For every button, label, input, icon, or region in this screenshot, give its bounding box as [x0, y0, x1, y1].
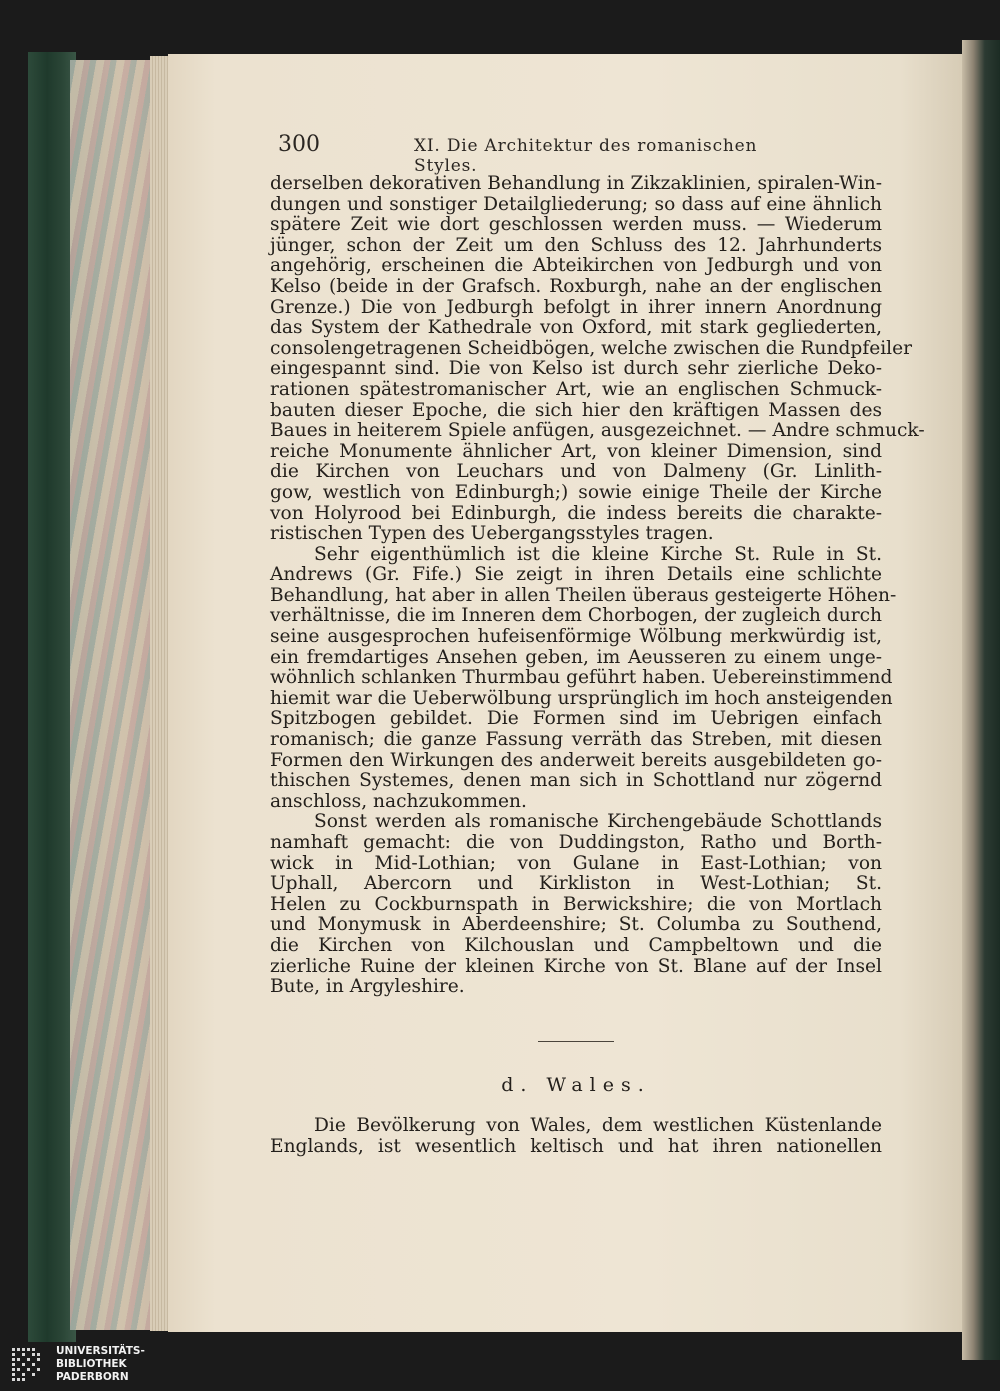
- text-line: romanisch; die ganze Fassung verräth das Streben, mit diesen: [270, 729, 882, 751]
- page-edges: [150, 56, 170, 1331]
- running-title: XI. Die Architektur des romanischen Styles.: [414, 136, 758, 176]
- text-line: Englands, ist wesentlich keltisch und hat ihren nationellen: [270, 1135, 882, 1157]
- text-line: von Holyrood bei Edinburgh, die indess bereits die charakte-: [270, 502, 882, 524]
- library-logo-line: UNIVERSITÄTS-: [56, 1345, 145, 1357]
- text-line: zierliche Ruine der kleinen Kirche von St. Blane auf der Insel: [270, 955, 882, 977]
- text-line: derselben dekorativen Behandlung in Zikzaklinien, spiralen-Win-: [270, 173, 882, 194]
- text-line: und Monymusk in Aberdeenshire; St. Columba zu Southend,: [270, 914, 882, 936]
- text-line: spätere Zeit wie dort geschlossen werden muss. — Wiederum: [270, 214, 882, 236]
- text-line: angehörig, erscheinen die Abteikirchen von Jedburgh und von: [270, 255, 882, 277]
- text-line: Formen den Wirkungen des anderweit bereits ausgebildeten go-: [270, 749, 882, 771]
- text-line: Die Bevölkerung von Wales, dem westlichen Küstenlande: [314, 1115, 882, 1136]
- page-header: [278, 132, 760, 176]
- body-text: [270, 173, 925, 998]
- text-line: Bute, in Argyleshire.: [270, 976, 465, 998]
- text-line: wick in Mid-Lothian; von Gulane in East-Lothian; von: [270, 852, 882, 874]
- page-number: 300: [278, 132, 320, 157]
- book-cover-edge: [28, 52, 76, 1342]
- text-line: Kelso (beide in der Grafsch. Roxburgh, nahe an der englischen: [270, 275, 882, 297]
- text-line: Spitzbogen gebildet. Die Formen sind im Uebrigen einfach: [270, 708, 882, 730]
- text-line: dungen und sonstiger Detailgliederung; so dass auf eine ähnlich: [270, 193, 882, 215]
- library-logo-line: BIBLIOTHEK: [56, 1358, 127, 1370]
- library-logo-line: PADERBORN: [56, 1371, 129, 1383]
- text-line: Sonst werden als romanische Kirchengebäude Schottlands: [314, 811, 882, 833]
- text-line: Sehr eigenthümlich ist die kleine Kirche St. Rule in St.: [314, 543, 882, 565]
- text-line: Uphall, Abercorn und Kirkliston in West-Lothian; St.: [270, 873, 882, 895]
- library-logo-icon: [10, 1346, 46, 1384]
- text-line: thischen Systemes, denen man sich in Schottland nur zögernd: [270, 770, 882, 792]
- text-line: jünger, schon der Zeit um den Schluss des 12. Jahrhunderts: [270, 234, 882, 256]
- library-logo-text: [56, 1345, 145, 1384]
- text-line: gow, westlich von Edinburgh;) sowie einige Theile der Kirche: [270, 481, 882, 503]
- section-text: [270, 1116, 882, 1157]
- text-line: Grenze.) Die von Jedburgh befolgt in ihrer innern Anordnung: [270, 296, 882, 318]
- book-gutter: [962, 40, 1000, 1360]
- text-line: reiche Monumente ähnlicher Art, von kleiner Dimension, sind: [270, 440, 882, 462]
- text-line: bauten dieser Epoche, die sich hier den kräftigen Massen des: [270, 399, 882, 421]
- text-line: wöhnlich schlanken Thurmbau geführt haben. Uebereinstimmend: [270, 667, 893, 689]
- text-line: ein fremdartiges Ansehen geben, im Aeusseren zu einem unge-: [270, 646, 882, 668]
- text-line: namhaft gemacht: die von Duddingston, Ratho und Borth-: [270, 832, 882, 853]
- text-line: das System der Kathedrale von Oxford, mit stark gegliederten,: [270, 317, 882, 339]
- text-line: die Kirchen von Leuchars und von Dalmeny (Gr. Linlith-: [270, 461, 882, 483]
- text-line: verhältnisse, die im Inneren dem Chorbogen, der zugleich durch: [270, 605, 882, 627]
- text-line: die Kirchen von Kilchouslan und Campbeltown und die: [270, 934, 882, 956]
- text-line: hiemit war die Ueberwölbung ursprünglich im hoch ansteigenden: [270, 687, 893, 709]
- section-heading: d. Wales.: [501, 1074, 651, 1096]
- text-line: Andrews (Gr. Fife.) Sie zeigt in ihren Details eine schlichte: [270, 564, 882, 586]
- section-divider: [538, 1041, 614, 1042]
- text-line: eingespannt sind. Die von Kelso ist durch sehr zierliche Deko-: [270, 358, 882, 380]
- text-line: consolengetragenen Scheidbögen, welche zwischen die Rundpfeiler: [270, 337, 912, 359]
- text-line: anschloss, nachzukommen.: [270, 790, 527, 812]
- text-line: Behandlung, hat aber in allen Theilen überaus gesteigerte Höhen-: [270, 584, 897, 606]
- library-logo: [4, 1343, 154, 1387]
- text-line: Helen zu Cockburnspath in Berwickshire; die von Mortlach: [270, 893, 882, 915]
- text-line: ristischen Typen des Uebergangsstyles tragen.: [270, 523, 714, 545]
- text-line: Baues in heiterem Spiele anfügen, ausgezeichnet. — Andre schmuck-: [270, 420, 925, 442]
- text-line: seine ausgesprochen hufeisenförmige Wölbung merkwürdig ist,: [270, 626, 882, 648]
- text-line: rationen spätestromanischer Art, wie an englischen Schmuck-: [270, 378, 882, 400]
